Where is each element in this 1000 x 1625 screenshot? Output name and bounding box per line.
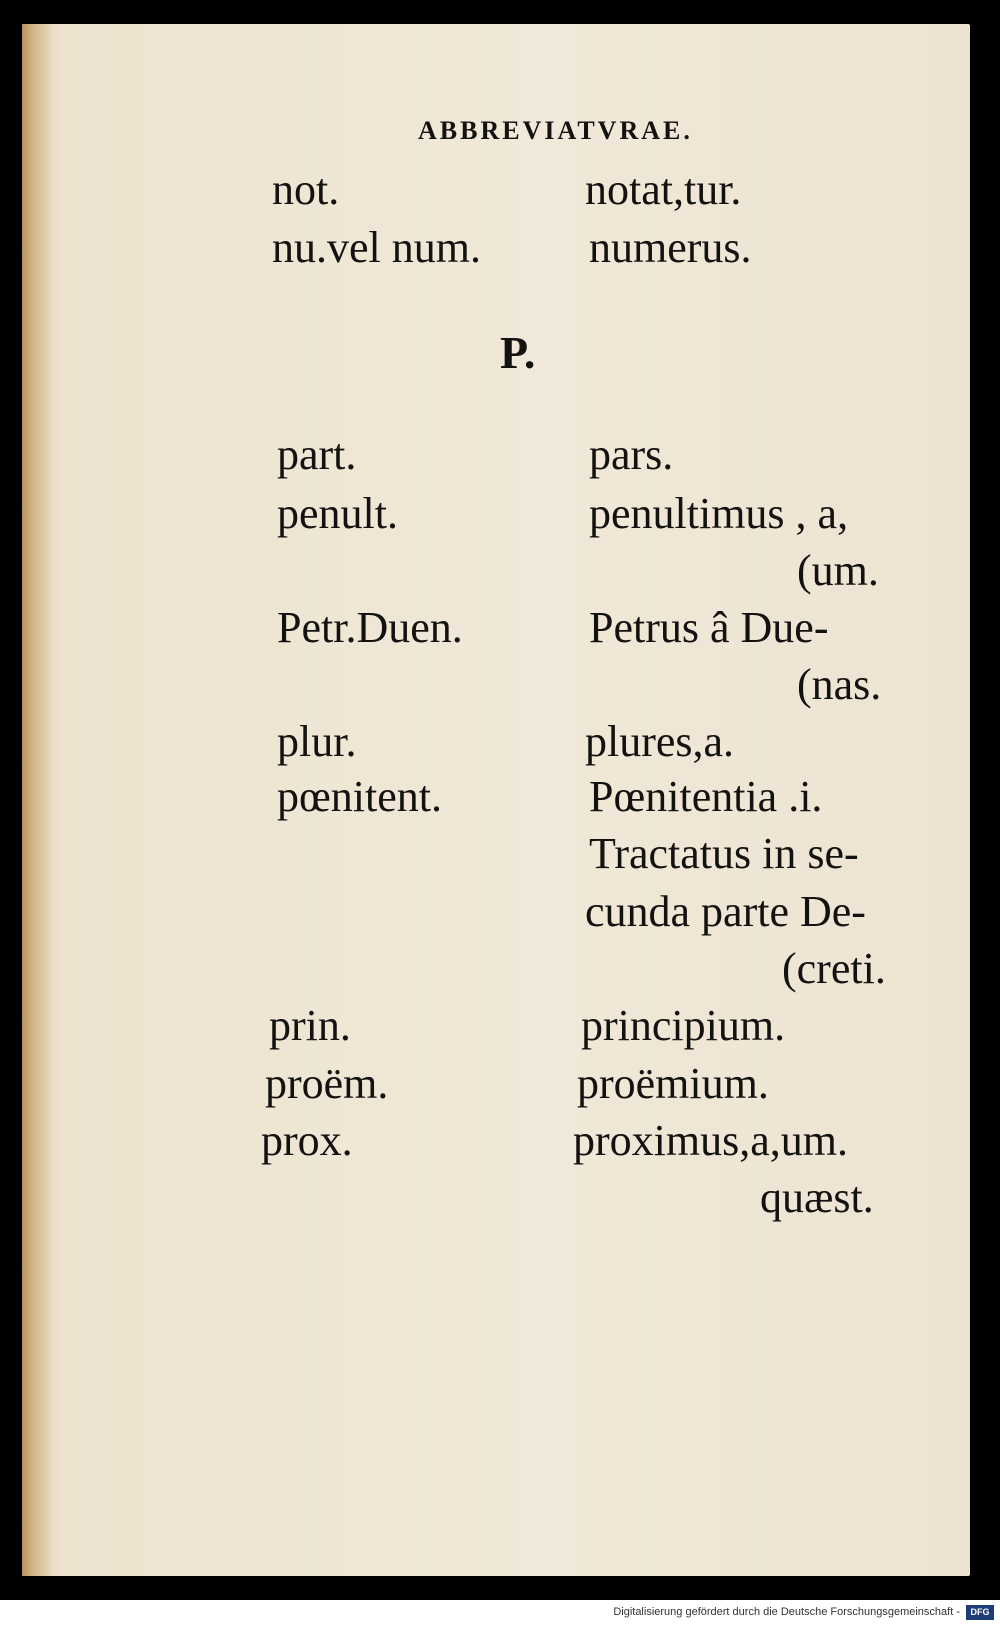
abbr-not: not. bbox=[272, 165, 340, 214]
expansion-penult-cont: (um. bbox=[797, 546, 879, 595]
abbr-proem: proëm. bbox=[265, 1059, 389, 1108]
abbr-prox: prox. bbox=[261, 1116, 353, 1165]
abbr-poenitent: pœnitent. bbox=[277, 772, 442, 821]
dfg-logo-icon: DFG bbox=[966, 1605, 994, 1620]
expansion-poenitent-cont1: Tractatus in se- bbox=[589, 829, 859, 878]
abbr-penult: penult. bbox=[277, 489, 398, 538]
expansion-poenitent-cont2: cunda parte De- bbox=[585, 887, 866, 936]
footer-bar bbox=[0, 1600, 1000, 1625]
expansion-prin: principium. bbox=[581, 1001, 786, 1050]
abbr-petr-duen: Petr.Duen. bbox=[277, 603, 463, 652]
page-edge-shadow bbox=[22, 24, 52, 1576]
expansion-num: numerus. bbox=[589, 223, 752, 272]
abbr-num: nu.vel num. bbox=[272, 223, 481, 272]
expansion-petr-duen: Petrus â Due- bbox=[589, 603, 829, 652]
section-letter: P. bbox=[500, 327, 536, 378]
expansion-poenitent-cont3: (creti. bbox=[782, 944, 886, 993]
abbr-prin: prin. bbox=[269, 1001, 351, 1050]
expansion-penult: penultimus , a, bbox=[589, 489, 849, 538]
expansion-poenitent: Pœnitentia .i. bbox=[589, 772, 823, 821]
expansion-prox: proximus,a,um. bbox=[573, 1116, 848, 1165]
expansion-part: pars. bbox=[589, 430, 674, 479]
expansion-proem: proëmium. bbox=[577, 1059, 769, 1108]
abbr-part: part. bbox=[277, 430, 357, 479]
book-page bbox=[22, 24, 970, 1576]
expansion-petr-duen-cont: (nas. bbox=[797, 660, 882, 709]
footer-credit: Digitalisierung gefördert durch die Deutsche Forschungsgemeinschaft - bbox=[613, 1606, 960, 1618]
expansion-prox-cont: quæst. bbox=[760, 1173, 874, 1222]
expansion-not: notat,tur. bbox=[585, 165, 742, 214]
running-title: ABBREVIATVRAE. bbox=[418, 116, 693, 145]
expansion-plur: plures,a. bbox=[585, 717, 735, 766]
abbr-plur: plur. bbox=[277, 717, 357, 766]
